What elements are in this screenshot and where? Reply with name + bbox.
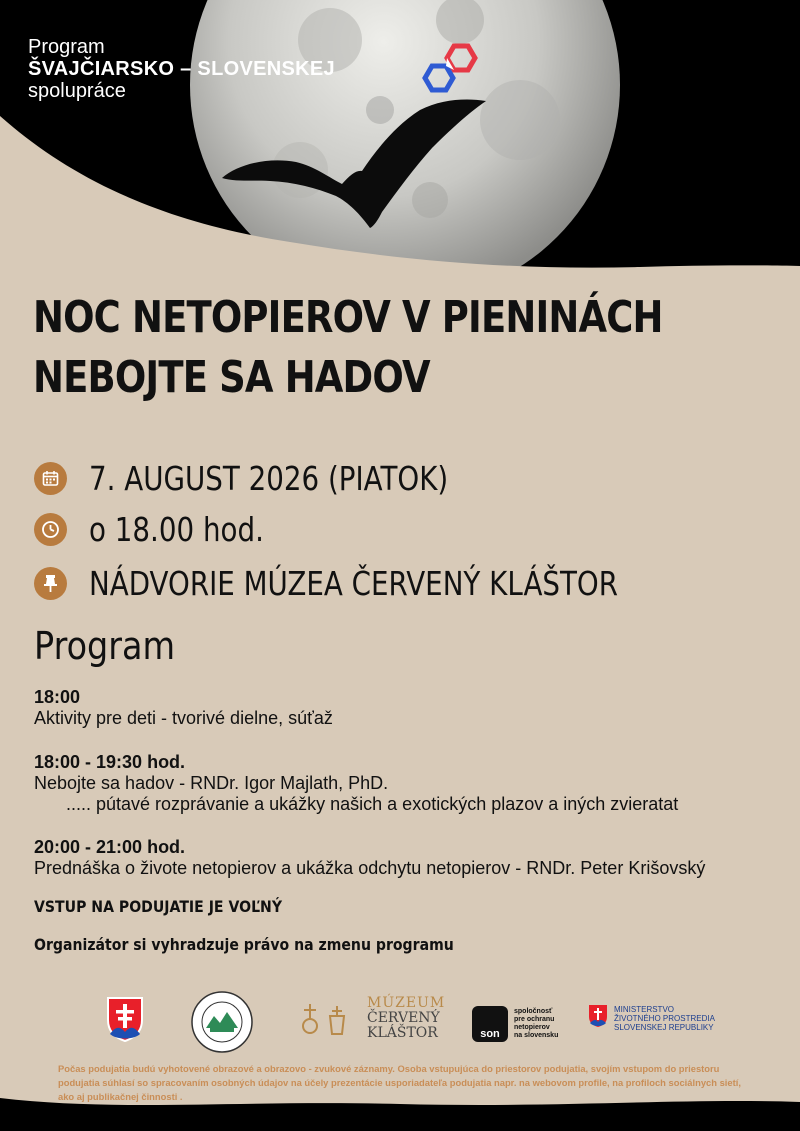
ministry-logo xyxy=(588,1004,738,1040)
son-line2: pre ochranu xyxy=(514,1016,555,1023)
program-item-description: Nebojte sa hadov - RNDr. Igor Majlath, PhD. xyxy=(34,773,389,793)
free-entry-note: VSTUP NA PODUJATIE JE VOĽNÝ xyxy=(34,897,283,916)
page-title xyxy=(33,288,663,408)
title-line1: NOC NETOPIEROV V PIENINÁCH xyxy=(33,292,663,343)
branding-line3: spolupráce xyxy=(28,80,126,102)
branding-line1: Program xyxy=(28,36,105,58)
muzeum-line1: MÚZEUM xyxy=(367,995,446,1011)
program-item xyxy=(34,687,333,729)
son-mark: son xyxy=(472,1006,508,1042)
pieninsky-narodny-park-logo-icon xyxy=(190,990,254,1054)
branding-line2: ŠVAJČIARSKO – SLOVENSKEJ xyxy=(28,58,335,80)
program-item-time: 18:00 - 19:30 hod. xyxy=(34,752,186,772)
event-location: NÁDVORIE MÚZEA ČERVENÝ KLÁŠTOR xyxy=(89,563,619,603)
privacy-disclaimer: Počas podujatia budú vyhotovené obrazové a obrazovo - zvukové záznamy. Osoba vstupujúca do priestorov podujatia, svojím vstupom do priestoru podujatia súhlasí so spracovaním osobných údajov na účely prezentácie usporiadateľa podujatia napr. na webovom profile, na profiloch sociálnych sietí, ako aj publikačnej činnosti . xyxy=(58,1063,741,1102)
swiss-slovak-hexagons-icon xyxy=(418,42,484,102)
slovak-coat-of-arms-icon xyxy=(106,996,144,1042)
ministry-line2: ŽIVOTNÉHO PROSTREDIA xyxy=(614,1014,715,1023)
organizer-note: Organizátor si vyhradzuje právo na zmenu programu xyxy=(34,935,454,954)
ministry-line1: MINISTERSTVO xyxy=(614,1005,675,1014)
event-date: 7. AUGUST 2026 (PIATOK) xyxy=(89,458,449,498)
event-time-row xyxy=(34,507,297,551)
son-line3: netopierov xyxy=(514,1024,550,1031)
program-item-description: Prednáška o živote netopierov a ukážka odchytu netopierov - RNDr. Peter Krišovský xyxy=(34,858,706,878)
museum-emblem-icon xyxy=(292,996,352,1042)
program-item-time: 20:00 - 21:00 hod. xyxy=(34,837,186,857)
event-time: o 18.00 hod. xyxy=(89,509,264,549)
event-date-row xyxy=(34,456,517,500)
son-line4: na slovensku xyxy=(514,1032,559,1039)
program-item-time: 18:00 xyxy=(34,687,81,707)
ministry-coat-of-arms-icon xyxy=(588,1004,608,1028)
ministry-line3: SLOVENSKEJ REPUBLIKY xyxy=(614,1023,714,1032)
program-item xyxy=(34,837,705,879)
program-item-description: Aktivity pre deti - tvorivé dielne, súťaž xyxy=(34,708,333,728)
partner-logos xyxy=(0,988,800,1058)
program-item xyxy=(34,752,678,815)
program-heading: Program xyxy=(34,624,176,668)
son-line1: spoločnosť xyxy=(514,1008,553,1015)
program-branding xyxy=(28,36,335,102)
program-item-detail: ..... pútavé rozprávanie a ukážky našich a exotických plazov a iných zvieratat xyxy=(66,794,679,814)
title-line2: NEBOJTE SA HADOV xyxy=(33,352,430,403)
clock-icon xyxy=(34,513,67,546)
muzeum-line2: ČERVENÝ xyxy=(367,1010,440,1026)
muzeum-line3: KLÁŠTOR xyxy=(367,1025,438,1041)
event-location-row xyxy=(34,561,719,605)
calendar-icon xyxy=(34,462,67,495)
son-logo xyxy=(472,1006,572,1046)
pin-icon xyxy=(34,567,67,600)
muzeum-cerveny-klastor-logo xyxy=(292,995,446,1046)
